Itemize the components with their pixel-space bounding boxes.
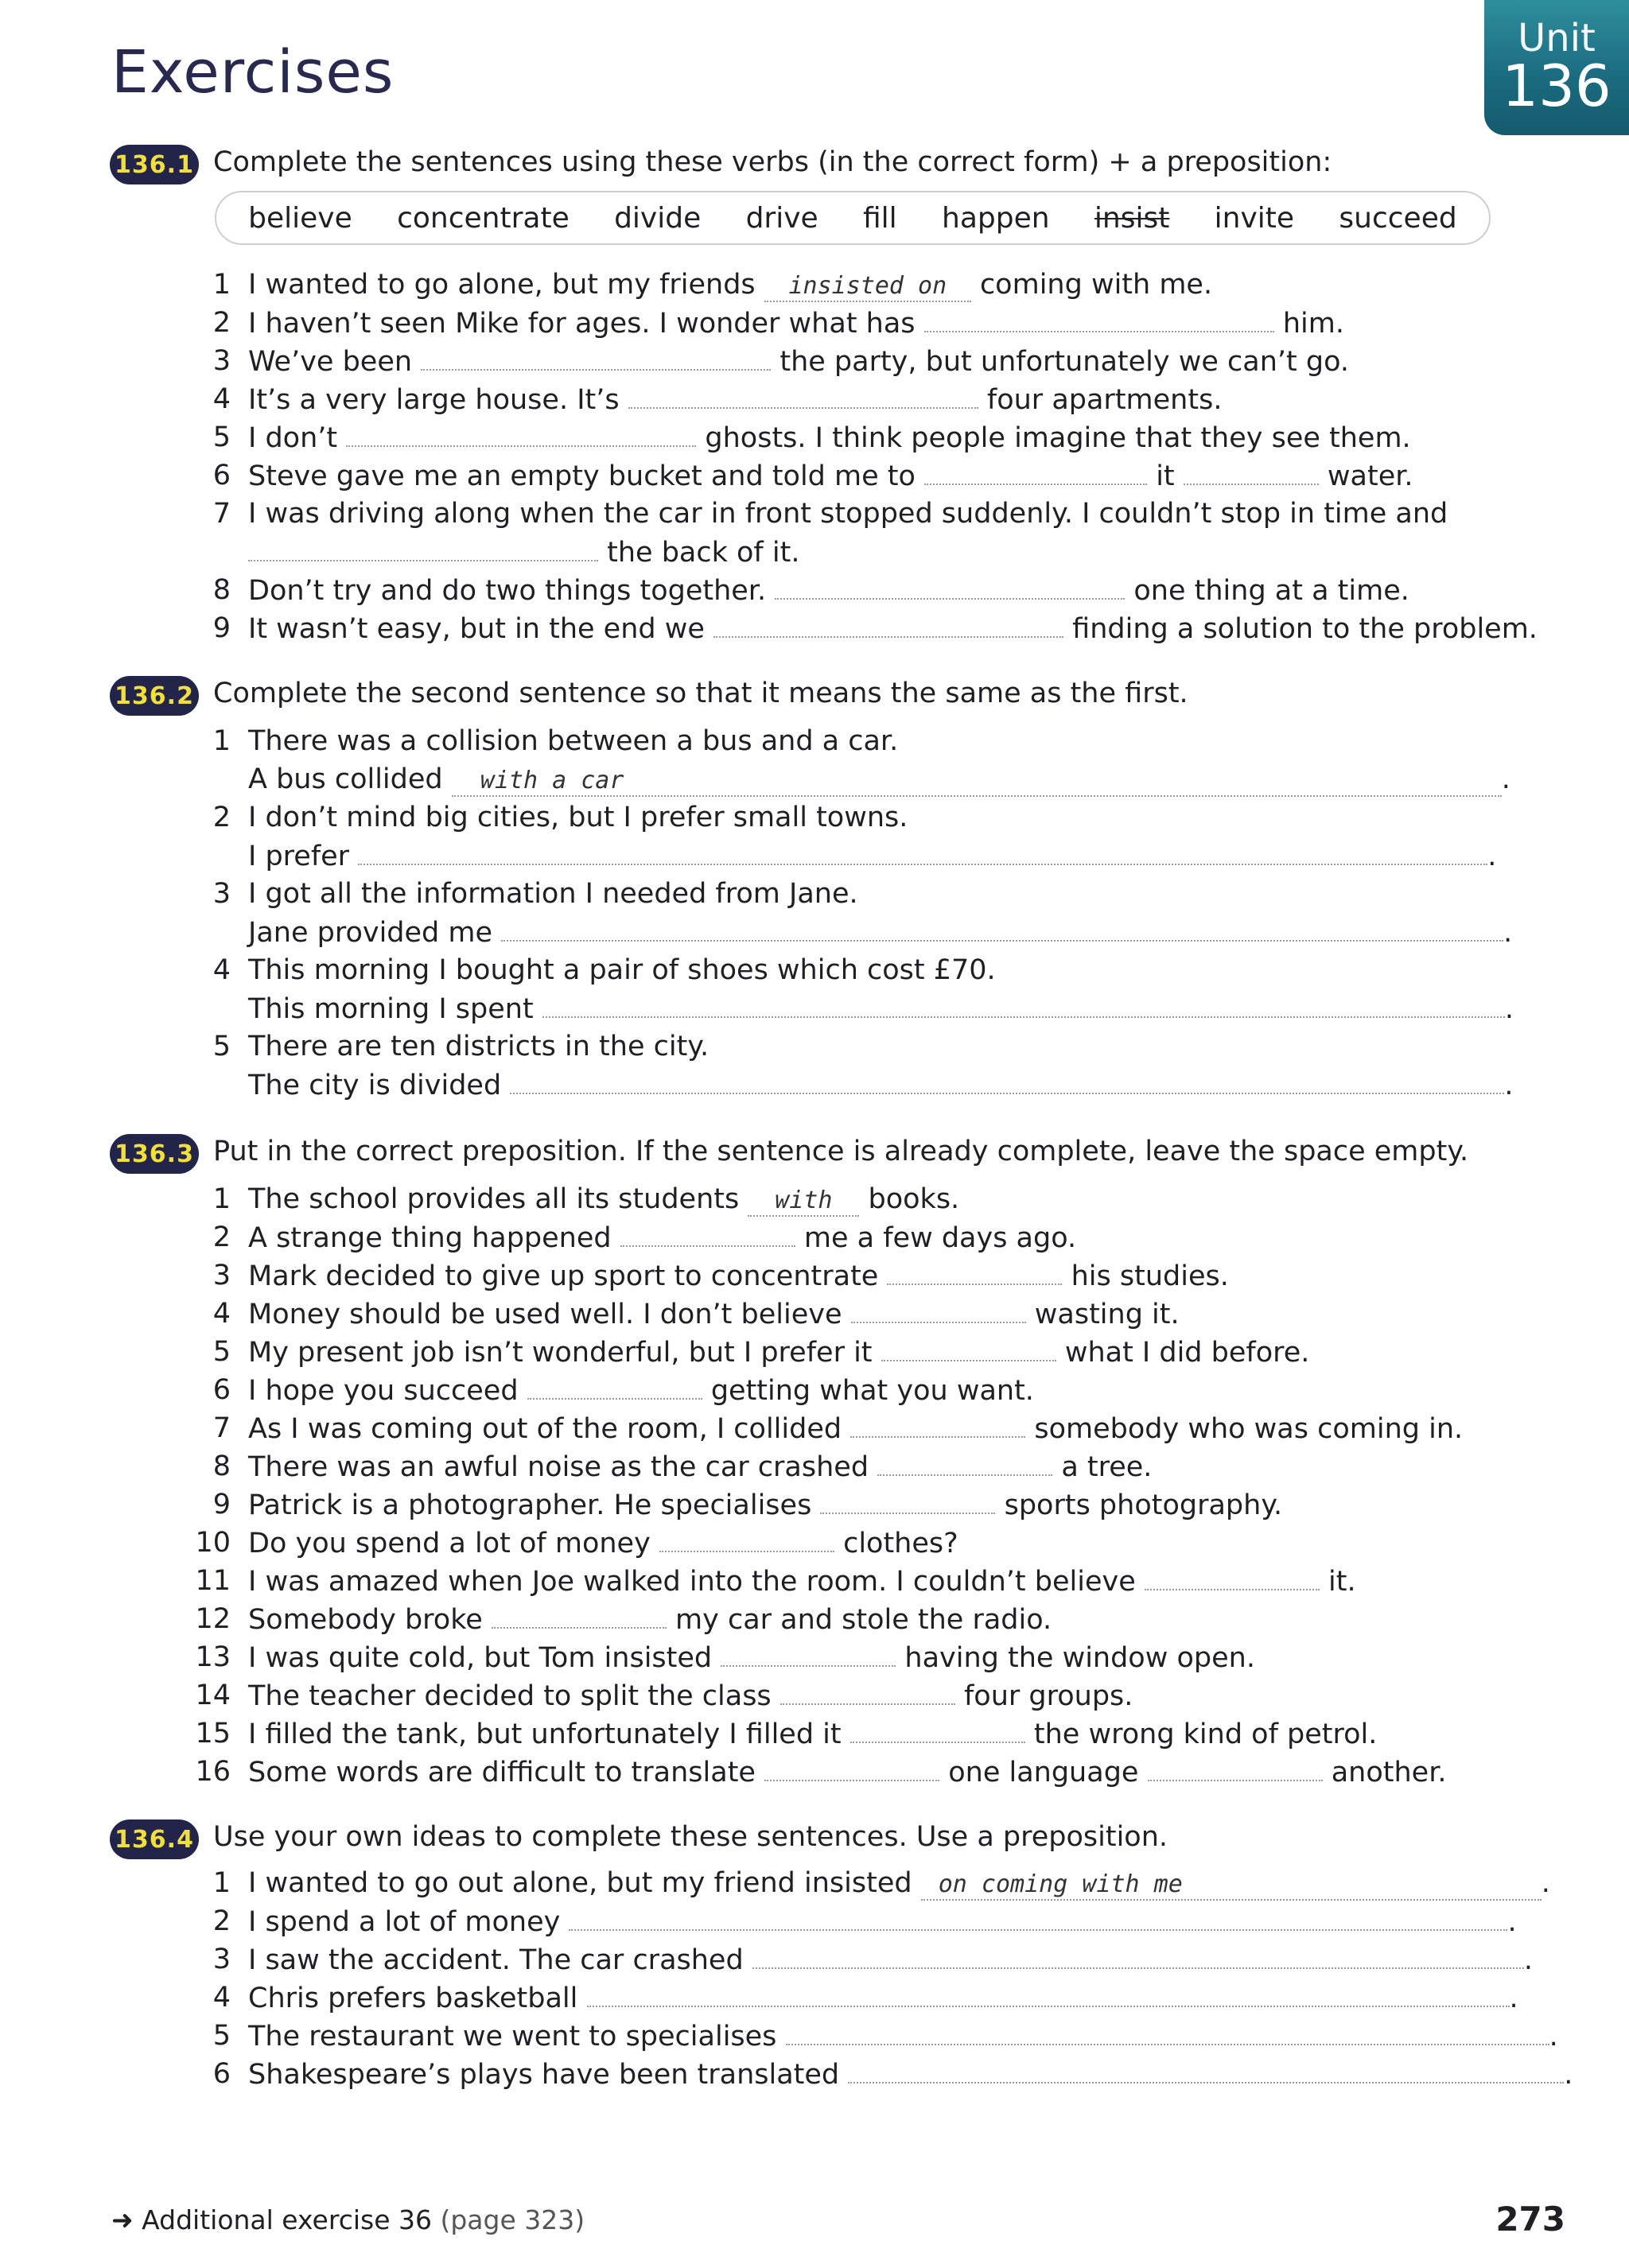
ex3-item-15: I filled the tank, but unfortunately I filled it the wrong kind of petrol. bbox=[248, 1718, 1378, 1750]
ex1-item-1: I wanted to go alone, but my friends insisted on coming with me. bbox=[248, 269, 1213, 301]
additional-exercise-page: (page 323) bbox=[440, 2204, 585, 2235]
handwritten-answer: with a car bbox=[480, 767, 624, 794]
answer-blank[interactable] bbox=[510, 1069, 1504, 1094]
answer-blank[interactable] bbox=[850, 1718, 1025, 1743]
unit-label: Unit bbox=[1518, 16, 1596, 60]
item-number: 8 bbox=[212, 1451, 231, 1482]
page-number: 273 bbox=[1495, 2200, 1565, 2239]
answer-blank[interactable] bbox=[587, 1982, 1510, 2007]
answer-blank[interactable] bbox=[620, 1221, 795, 1247]
item-number: 1 bbox=[212, 1867, 231, 1899]
additional-exercise-link[interactable] bbox=[111, 2204, 585, 2235]
ex3-item-5: My present job isn’t wonderful, but I prefer it what I did before. bbox=[248, 1337, 1310, 1369]
answer-blank[interactable] bbox=[764, 269, 971, 302]
handwritten-answer: on coming with me bbox=[938, 1870, 1183, 1898]
item-number: 6 bbox=[212, 460, 231, 491]
item-number: 8 bbox=[212, 574, 231, 606]
item-number: 1 bbox=[212, 1183, 231, 1215]
ex1-item-6: Steve gave me an empty bucket and told me to it water. bbox=[248, 460, 1413, 492]
verb-concentrate: concentrate bbox=[397, 201, 570, 235]
answer-blank[interactable] bbox=[775, 574, 1125, 600]
ex3-item-6: I hope you succeed getting what you want. bbox=[248, 1375, 1034, 1407]
item-number: 5 bbox=[212, 421, 231, 453]
answer-blank[interactable] bbox=[542, 992, 1505, 1018]
item-number: 9 bbox=[212, 612, 231, 644]
ex3-item-10: Do you spend a lot of money clothes? bbox=[248, 1528, 958, 1559]
page-title: Exercises bbox=[111, 38, 395, 107]
exercise-badge-136-2: 136.2 bbox=[110, 676, 199, 716]
answer-blank[interactable] bbox=[877, 1451, 1052, 1476]
item-number: 11 bbox=[195, 1565, 231, 1597]
ex2-item-1-first: There was a collision between a bus and a car. bbox=[248, 725, 899, 757]
ex1-item-7: I was driving along when the car in front stopped suddenly. I couldn’t stop in time and bbox=[248, 498, 1448, 530]
ex2-item-3-first: I got all the information I needed from Jane. bbox=[248, 878, 858, 910]
ex3-item-2: A strange thing happened me a few days ago. bbox=[248, 1222, 1077, 1254]
verb-succeed: succeed bbox=[1339, 201, 1457, 235]
answer-blank[interactable] bbox=[851, 1298, 1026, 1323]
exercise-2-instruction: Complete the second sentence so that it means the same as the first. bbox=[213, 678, 1188, 709]
ex1-item-2: I haven’t seen Mike for ages. I wonder what has him. bbox=[248, 308, 1344, 340]
item-number: 5 bbox=[212, 1031, 231, 1062]
verb-invite: invite bbox=[1214, 201, 1295, 235]
item-number: 12 bbox=[195, 1603, 231, 1635]
ex1-item-9: It wasn’t easy, but in the end we finding a solution to the problem. bbox=[248, 613, 1538, 645]
item-number: 6 bbox=[212, 1374, 231, 1406]
ex2-item-2-first: I don’t mind big cities, but I prefer small towns. bbox=[248, 802, 908, 833]
additional-exercise-label: Additional exercise 36 bbox=[142, 2204, 432, 2235]
answer-blank[interactable] bbox=[1148, 1756, 1323, 1781]
exercise-4-instruction: Use your own ideas to complete these sentences. Use a preposition. bbox=[213, 1821, 1168, 1853]
item-number: 14 bbox=[195, 1680, 231, 1711]
exercise-badge-136-1: 136.1 bbox=[110, 145, 199, 184]
item-number: 1 bbox=[212, 725, 231, 757]
answer-blank[interactable] bbox=[659, 1527, 834, 1552]
item-number: 3 bbox=[212, 1944, 231, 1975]
answer-blank[interactable] bbox=[569, 1905, 1507, 1931]
ex2-item-3-second: Jane provided me . bbox=[248, 917, 1513, 949]
item-number: 9 bbox=[212, 1489, 231, 1520]
ex3-item-4: Money should be used well. I don’t believe wasting it. bbox=[248, 1299, 1180, 1330]
answer-blank[interactable] bbox=[1184, 460, 1319, 485]
item-number: 5 bbox=[212, 2020, 231, 2052]
ex2-item-4-first: This morning I bought a pair of shoes which cost £70. bbox=[248, 954, 996, 986]
answer-blank[interactable] bbox=[850, 1412, 1025, 1438]
answer-blank[interactable] bbox=[921, 1867, 1542, 1901]
ex1-item-7-cont: the back of it. bbox=[248, 536, 799, 569]
unit-number: 136 bbox=[1502, 52, 1612, 119]
ex1-item-4: It’s a very large house. It’s four apartments. bbox=[248, 384, 1223, 416]
ex3-item-1: The school provides all its students with books. bbox=[248, 1183, 960, 1215]
ex3-item-11: I was amazed when Joe walked into the room. I couldn’t believe it. bbox=[248, 1566, 1356, 1598]
ex2-item-5-first: There are ten districts in the city. bbox=[248, 1031, 710, 1062]
ex3-item-3: Mark decided to give up sport to concentrate his studies. bbox=[248, 1260, 1229, 1292]
ex1-item-8: Don’t try and do two things together. one thing at a time. bbox=[248, 575, 1409, 607]
ex4-item-6: Shakespeare’s plays have been translated . bbox=[248, 2059, 1573, 2091]
handwritten-answer: with bbox=[775, 1186, 833, 1214]
answer-blank[interactable] bbox=[881, 1336, 1056, 1361]
answer-blank[interactable] bbox=[887, 1260, 1062, 1285]
ex1-item-5: I don’t ghosts. I think people imagine that they see them. bbox=[248, 422, 1411, 454]
ex3-item-8: There was an awful noise as the car crashed a tree. bbox=[248, 1451, 1153, 1483]
item-number: 2 bbox=[212, 1221, 231, 1253]
item-number: 7 bbox=[212, 1412, 231, 1444]
ex2-item-4-second: This morning I spent . bbox=[248, 993, 1514, 1025]
item-number: 2 bbox=[212, 307, 231, 339]
answer-blank[interactable] bbox=[1145, 1565, 1320, 1590]
answer-blank[interactable] bbox=[780, 1680, 955, 1705]
answer-blank[interactable] bbox=[501, 916, 1503, 942]
item-number: 6 bbox=[212, 2058, 231, 2090]
exercise-3-instruction: Put in the correct preposition. If the sentence is already complete, leave the space empty. bbox=[213, 1136, 1469, 1167]
answer-blank[interactable] bbox=[713, 612, 1063, 638]
exercise-badge-136-4: 136.4 bbox=[110, 1819, 199, 1859]
item-number: 4 bbox=[212, 1298, 231, 1330]
answer-blank[interactable] bbox=[752, 1944, 1524, 1969]
answer-blank[interactable] bbox=[820, 1489, 995, 1514]
answer-blank[interactable] bbox=[628, 383, 978, 409]
item-number: 4 bbox=[212, 383, 231, 415]
answer-blank[interactable] bbox=[492, 1603, 667, 1629]
ex3-item-16: Some words are difficult to translate one language another. bbox=[248, 1757, 1447, 1788]
verb-drive: drive bbox=[745, 201, 818, 235]
answer-blank[interactable] bbox=[721, 1641, 896, 1667]
item-number: 3 bbox=[212, 345, 231, 377]
ex1-item-3: We’ve been the party, but unfortunately we can’t go. bbox=[248, 346, 1350, 378]
ex3-item-7: As I was coming out of the room, I collided somebody who was coming in. bbox=[248, 1413, 1464, 1445]
ex4-item-1: I wanted to go out alone, but my friend insisted on coming with me . bbox=[248, 1867, 1550, 1899]
answer-blank[interactable] bbox=[452, 763, 1502, 797]
ex4-item-3: I saw the accident. The car crashed . bbox=[248, 1944, 1533, 1976]
ex4-item-2: I spend a lot of money . bbox=[248, 1906, 1517, 1938]
exercise-badge-136-3: 136.3 bbox=[110, 1134, 199, 1174]
answer-blank[interactable] bbox=[764, 1756, 939, 1781]
item-number: 2 bbox=[212, 802, 231, 833]
exercise-1-instruction: Complete the sentences using these verbs (in the correct form) + a preposition: bbox=[213, 146, 1332, 178]
handwritten-answer: insisted on bbox=[788, 272, 947, 300]
verb-happen: happen bbox=[942, 201, 1050, 235]
item-number: 5 bbox=[212, 1336, 231, 1368]
ex3-item-9: Patrick is a photographer. He specialises sports photography. bbox=[248, 1489, 1283, 1521]
answer-blank[interactable] bbox=[848, 2058, 1564, 2084]
answer-blank[interactable] bbox=[527, 1374, 702, 1400]
unit-tab bbox=[1484, 0, 1629, 135]
ex3-item-14: The teacher decided to split the class four groups. bbox=[248, 1680, 1133, 1712]
item-number: 3 bbox=[212, 878, 231, 910]
item-number: 4 bbox=[212, 954, 231, 986]
ex4-item-5: The restaurant we went to specialises . bbox=[248, 2021, 1558, 2052]
answer-blank[interactable] bbox=[346, 421, 696, 447]
ex3-item-12: Somebody broke my car and stole the radio. bbox=[248, 1604, 1052, 1636]
ex2-item-5-second: The city is divided . bbox=[248, 1070, 1514, 1101]
item-number: 16 bbox=[195, 1756, 231, 1788]
verb-fill: fill bbox=[863, 201, 897, 235]
ex3-item-13: I was quite cold, but Tom insisted having the window open. bbox=[248, 1642, 1255, 1674]
answer-blank[interactable] bbox=[748, 1183, 859, 1217]
verb-believe: believe bbox=[248, 201, 352, 235]
answer-blank[interactable] bbox=[421, 345, 771, 371]
arrow-right-icon: ➜ bbox=[111, 2204, 134, 2235]
item-number: 7 bbox=[212, 498, 231, 530]
ex2-item-2-second: I prefer . bbox=[248, 841, 1497, 872]
item-number: 13 bbox=[195, 1641, 231, 1673]
answer-blank[interactable] bbox=[924, 460, 1147, 485]
verb-divide: divide bbox=[614, 201, 702, 235]
ex2-item-1-second: A bus collided with a car . bbox=[248, 763, 1510, 795]
answer-blank[interactable] bbox=[358, 840, 1487, 865]
item-number: 10 bbox=[195, 1527, 231, 1559]
item-number: 4 bbox=[212, 1982, 231, 2014]
answer-blank[interactable] bbox=[786, 2020, 1549, 2045]
item-number: 15 bbox=[195, 1718, 231, 1750]
item-number: 2 bbox=[212, 1905, 231, 1937]
item-number: 1 bbox=[212, 269, 231, 301]
answer-blank[interactable] bbox=[924, 307, 1274, 332]
item-number: 3 bbox=[212, 1260, 231, 1291]
answer-blank[interactable] bbox=[248, 536, 598, 561]
ex4-item-4: Chris prefers basketball . bbox=[248, 1983, 1518, 2014]
verb-list-box bbox=[215, 191, 1491, 245]
verb-insist-struck: insist bbox=[1094, 201, 1170, 235]
